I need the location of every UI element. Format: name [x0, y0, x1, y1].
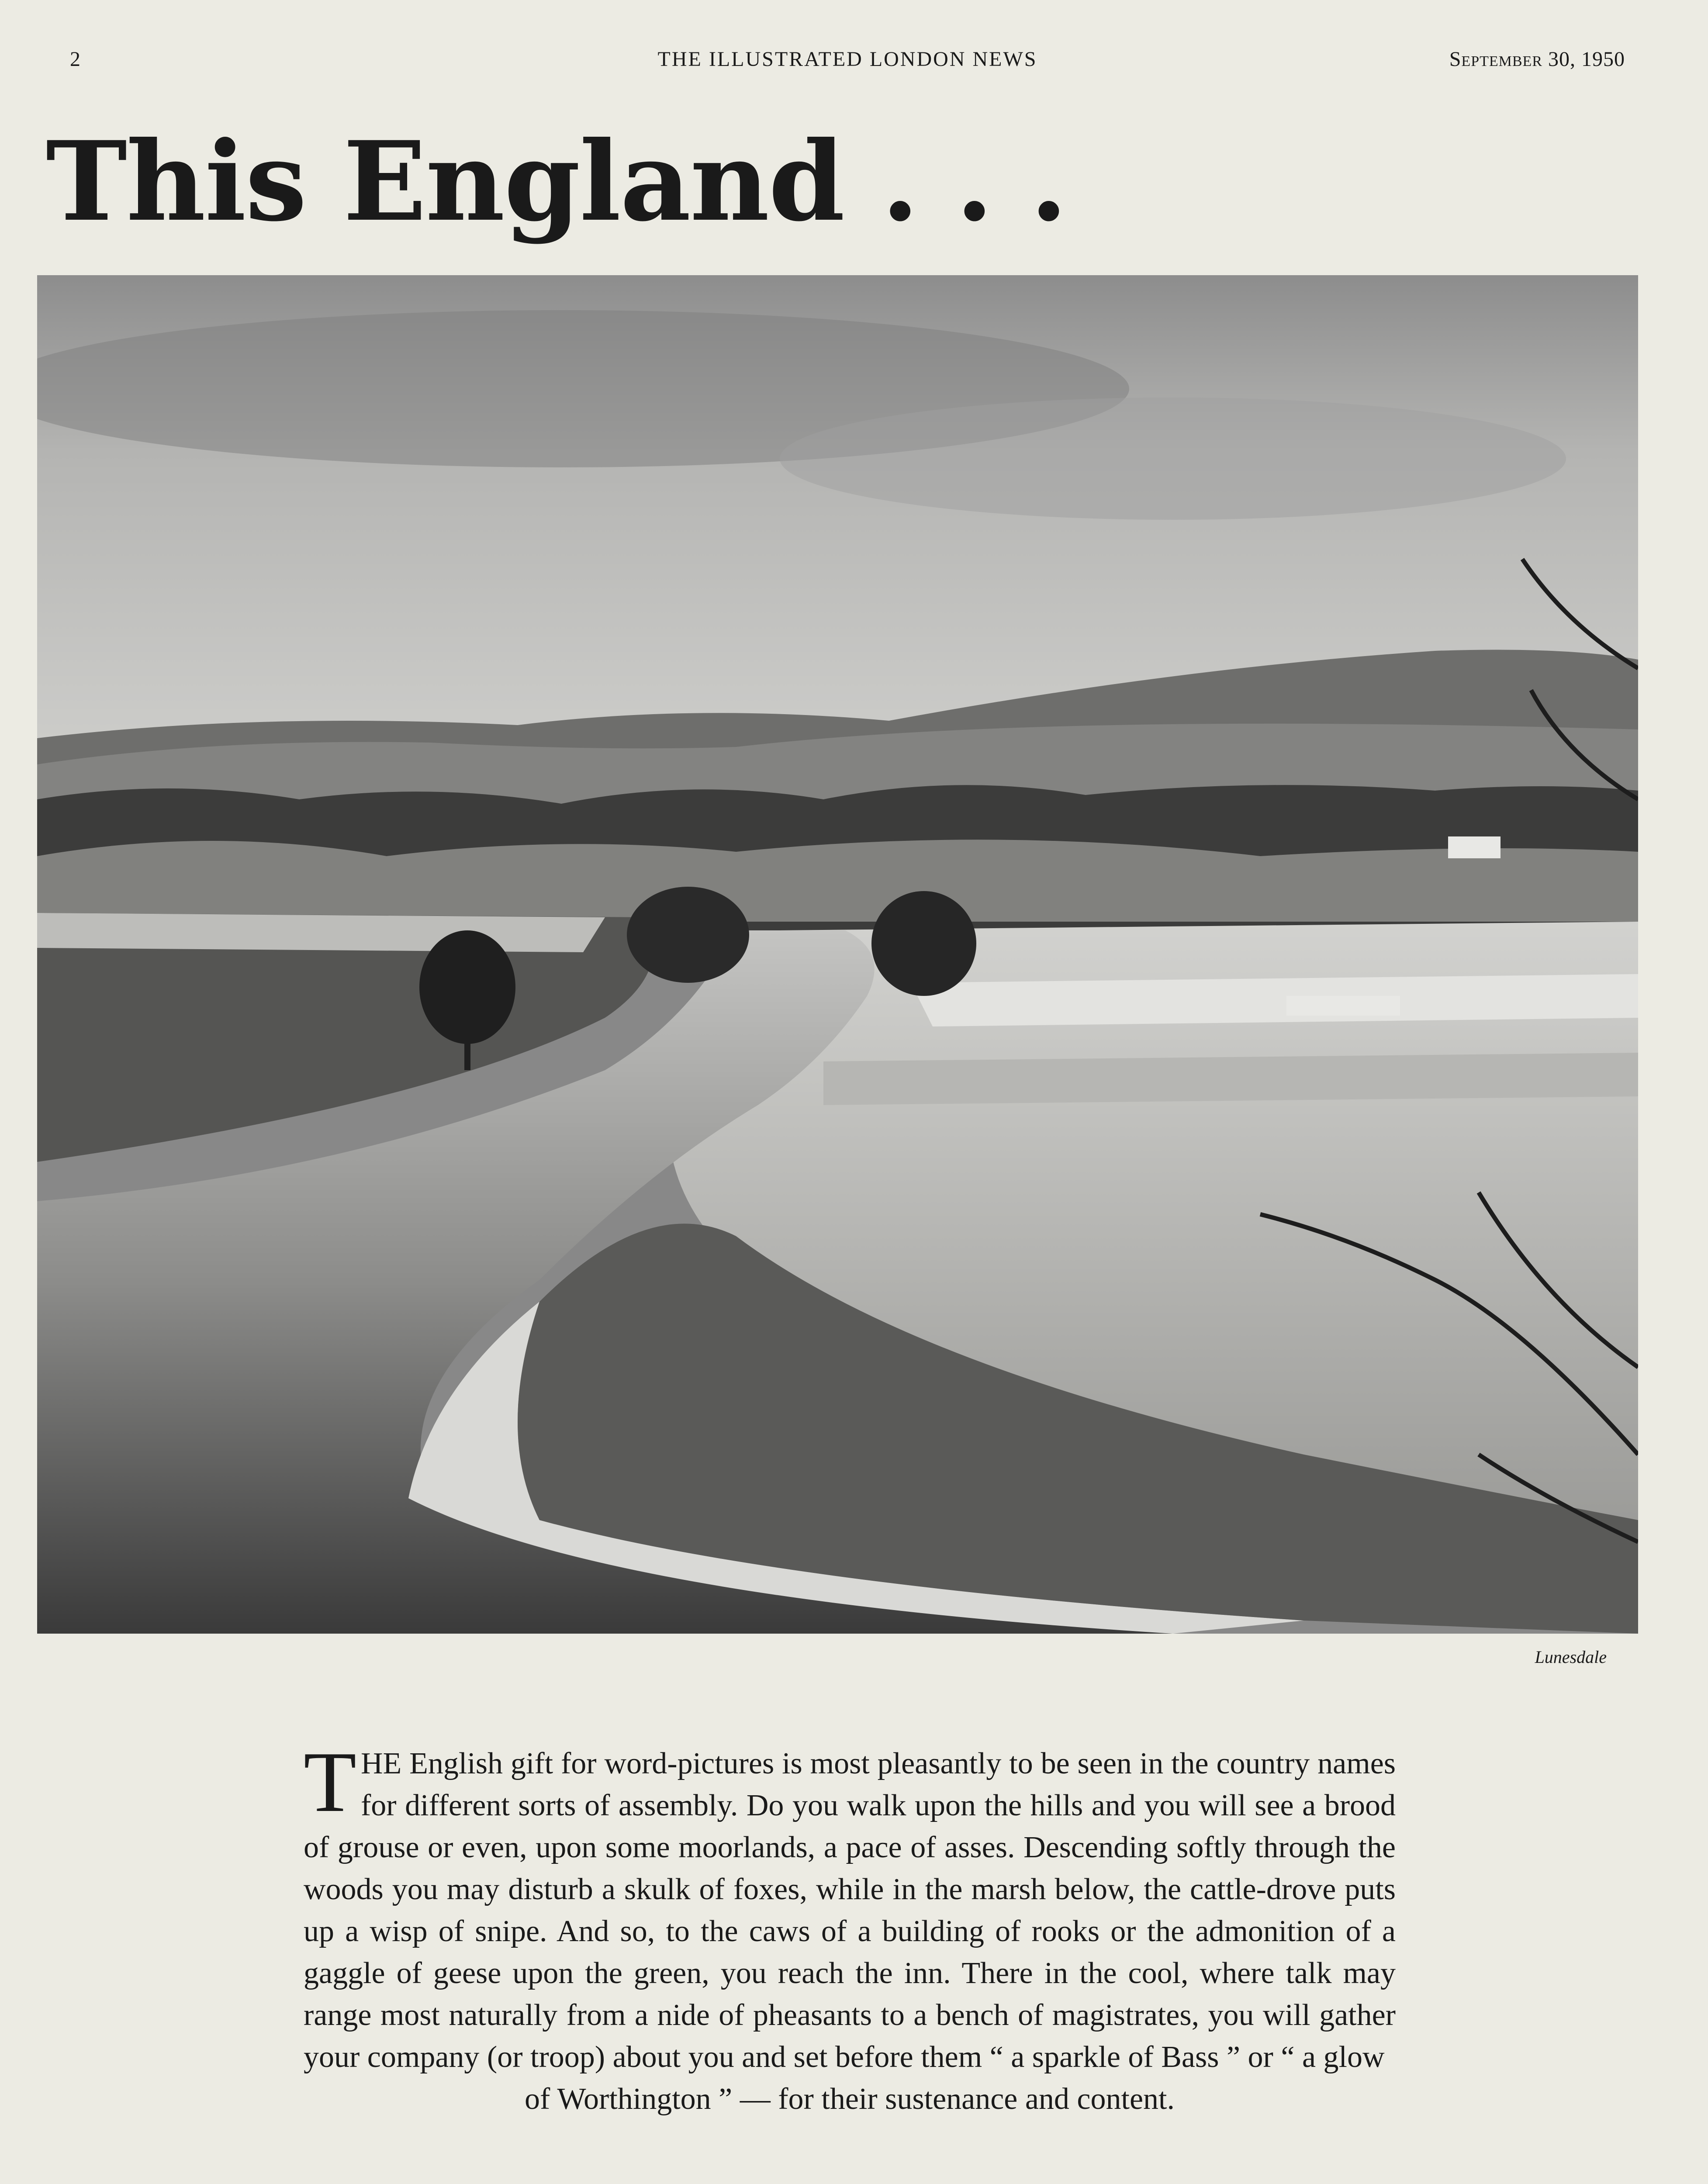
advert-headline: This England . . . [46, 117, 1067, 245]
running-header [70, 47, 1625, 73]
body-last-line: of Worthington ” — for their sustenance and content. [525, 2082, 1175, 2116]
landscape-photograph [37, 275, 1638, 1634]
publication-title: THE ILLUSTRATED LONDON NEWS [657, 48, 1037, 71]
page-number: 2 [70, 48, 80, 71]
body-text: HE English gift for word-pictures is most pleasantly to be seen in the country names for different sorts of assembly. Do you walk upon the hills and you will see a brood of grouse or even, upon some moorlands, a pace of asses. Descending softly through the woods you may disturb a skulk of foxes, while in the marsh below, the cattle-drove puts up a wisp of snipe. And so, to the caws of a building of rooks or the admonition of a gaggle of geese upon the green, you reach the inn. There in the cool, where talk may range most naturally from a nide of pheasants to a bench of magistrates, you will gather your company (or troop) about you and set before them “ a sparkle of Bass ” or “ a glow [304, 1747, 1396, 2074]
body-copy [304, 1734, 1396, 2120]
issue-date: September 30, 1950 [1449, 48, 1625, 71]
photo-caption: Lunesdale [1535, 1647, 1607, 1667]
river-valley-illustration [37, 275, 1638, 1634]
drop-cap: T [304, 1734, 356, 1830]
